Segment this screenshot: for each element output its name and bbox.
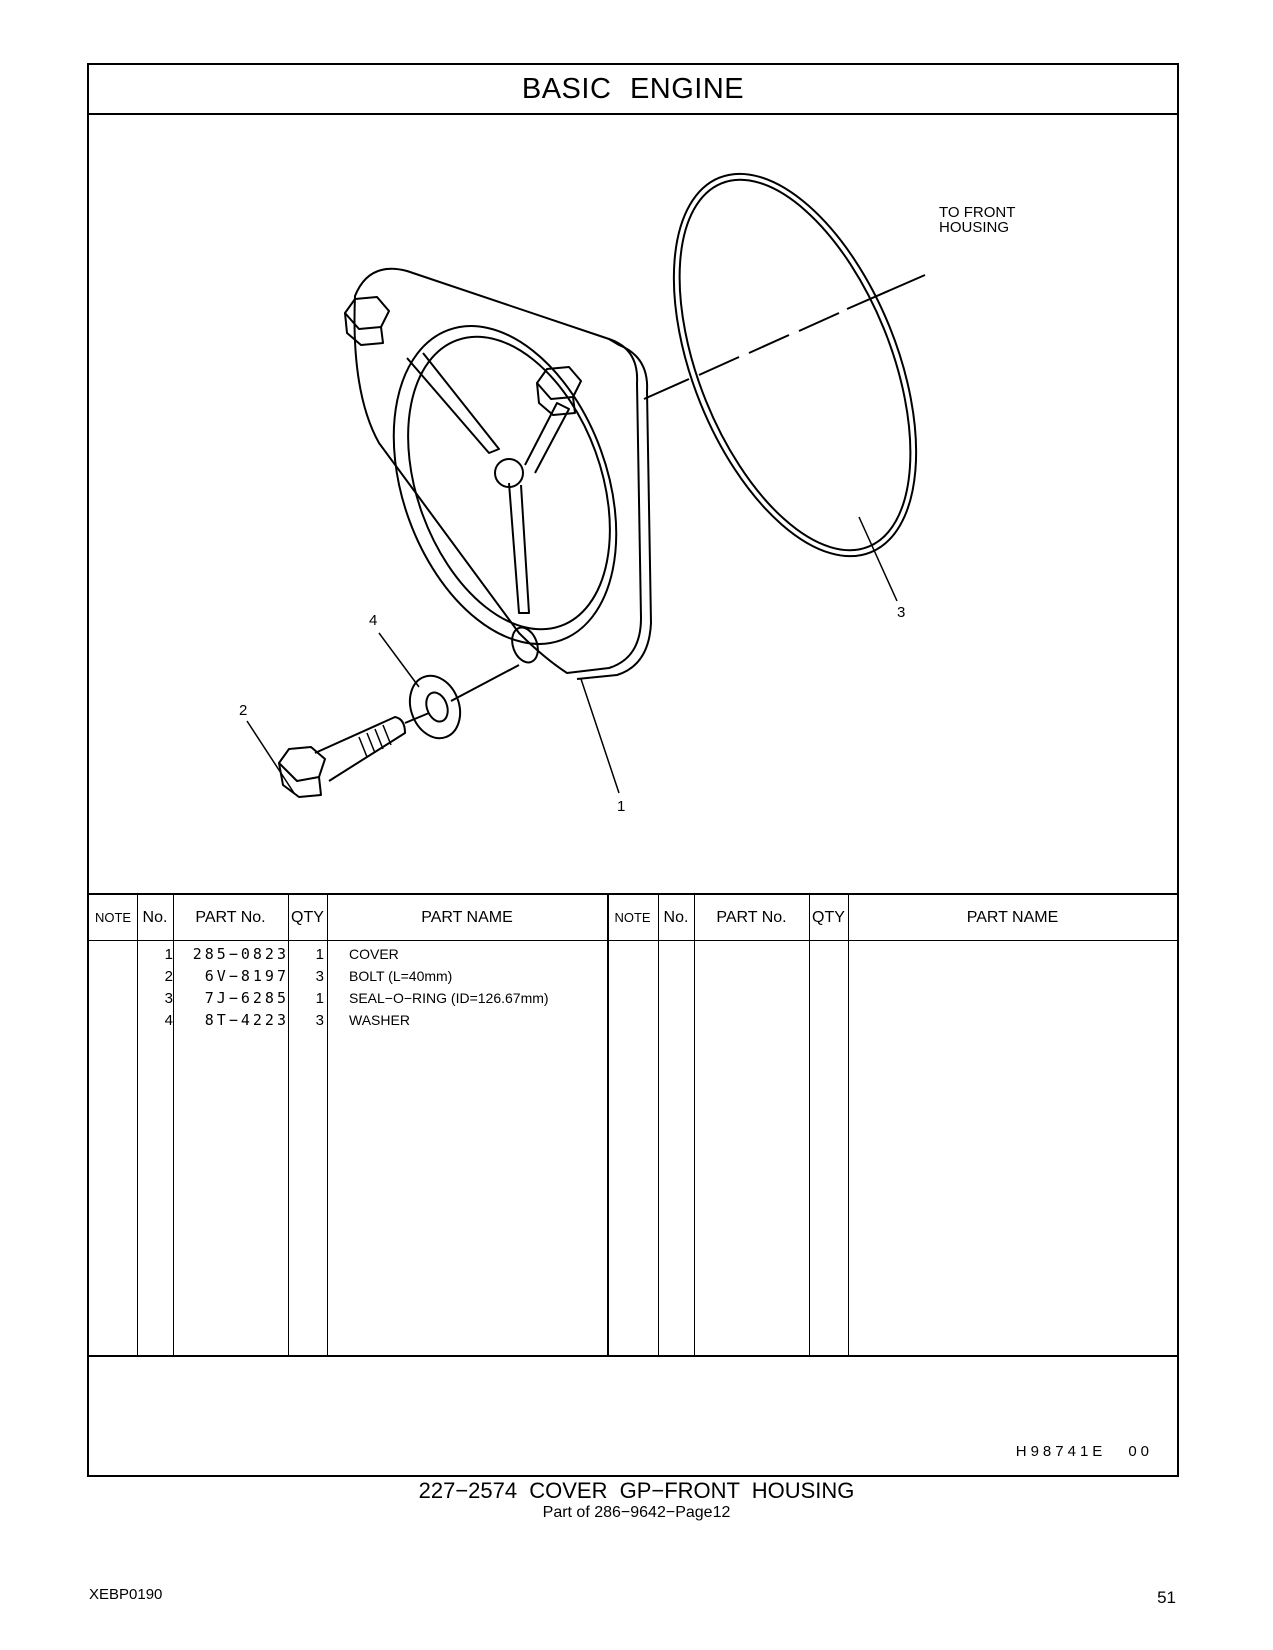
table-row: [89, 943, 649, 966]
leader-4: [379, 633, 419, 687]
row-part-name: COVER: [349, 946, 399, 962]
row-qty: 3: [315, 1012, 324, 1029]
callout-3: 3: [897, 604, 906, 621]
plate-bolt-head-2: [537, 367, 581, 399]
page-title: BASIC ENGINE: [521, 73, 745, 105]
figure-caption: [0, 1478, 1273, 1522]
row-qty: 3: [315, 968, 324, 985]
header-qty: QTY: [291, 909, 324, 926]
header-part-no: PART No.: [195, 909, 266, 926]
cover-window-outer: [353, 295, 658, 675]
header-no: No.: [142, 909, 168, 926]
callout-2: 2: [239, 702, 248, 719]
row-qty: 1: [315, 990, 324, 1007]
footer-page-number: 51: [1157, 1588, 1176, 1607]
plate-bolt-head-1: [345, 297, 389, 329]
cover-spoke-bottom: [509, 483, 529, 613]
header-divider: [89, 940, 1177, 941]
header-part-name-2: PART NAME: [966, 909, 1059, 926]
leader-2: [247, 721, 294, 793]
header-qty-2: QTY: [812, 909, 845, 926]
centerline-bolt: [405, 665, 519, 723]
table-row: [89, 987, 649, 1010]
page-frame: [87, 63, 1179, 1477]
row-qty: 1: [315, 946, 324, 963]
drawing-code-rev: 00: [1128, 1443, 1153, 1460]
cover-center-hub: [495, 459, 523, 487]
table-row: [89, 965, 649, 988]
header-part-no-2: PART No.: [716, 909, 787, 926]
row-no: 1: [164, 946, 173, 963]
bolt-thread: [359, 725, 391, 757]
washer-outer: [402, 669, 469, 746]
o-ring-inner: [633, 147, 958, 582]
row-part-name: BOLT (L=40mm): [349, 968, 453, 984]
caption-main: 227−2574 COVER GP−FRONT HOUSING: [418, 1478, 855, 1503]
direction-label-line-2: HOUSING: [939, 219, 1010, 236]
header-note: NOTE: [94, 910, 132, 925]
row-part-no: 7J−6285: [204, 989, 289, 1007]
footer-doc-id: XEBP0190: [89, 1586, 163, 1603]
row-no: 4: [164, 1012, 173, 1029]
direction-label-line-1: TO FRONT: [939, 204, 1016, 221]
drawing-code: [1016, 1443, 1153, 1460]
row-part-no: 6V−8197: [204, 967, 289, 985]
header-no-2: No.: [663, 909, 689, 926]
table-row: [89, 1009, 649, 1032]
cover-spoke-top: [407, 353, 499, 453]
row-part-name: WASHER: [349, 1012, 410, 1028]
col-divider: [848, 895, 849, 1355]
callout-4: 4: [369, 612, 378, 629]
o-ring-outer: [625, 139, 965, 590]
header-part-name: PART NAME: [421, 909, 513, 926]
row-no: 2: [164, 968, 173, 985]
title-bar: [89, 65, 1177, 115]
drawing-code-id: H98741E: [1015, 1443, 1107, 1460]
row-part-no: 8T−4223: [204, 1011, 289, 1029]
leader-1: [581, 679, 619, 793]
col-divider: [658, 895, 659, 1355]
col-divider: [694, 895, 695, 1355]
callout-1: 1: [617, 798, 626, 815]
col-divider: [809, 895, 810, 1355]
header-note-2: NOTE: [614, 910, 651, 925]
cover-lower-hole: [508, 624, 543, 666]
parts-table: [89, 893, 1177, 1357]
exploded-view-drawing: [89, 113, 1177, 899]
washer-inner: [422, 689, 451, 724]
caption-sub: Part of 286−9642−Page12: [542, 1504, 731, 1521]
row-part-name: SEAL−O−RING (ID=126.67mm): [349, 990, 549, 1006]
row-part-no: 285−0823: [192, 945, 289, 963]
bolt-shank: [315, 717, 405, 781]
row-no: 3: [164, 990, 173, 1007]
